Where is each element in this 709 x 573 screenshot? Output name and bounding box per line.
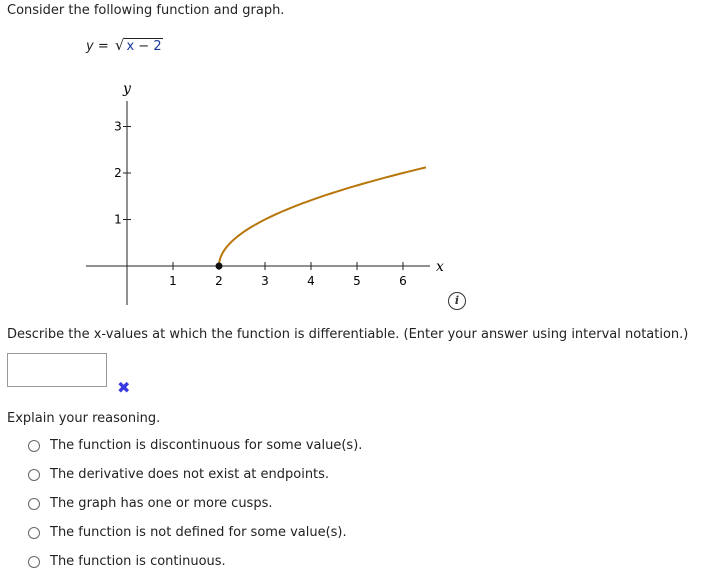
radio-button[interactable] <box>28 469 40 481</box>
x-tick-label: 5 <box>353 274 361 288</box>
choice-label: The graph has one or more cusps. <box>50 496 273 511</box>
function-var: x <box>126 39 135 54</box>
explain-label: Explain your reasoning. <box>7 411 161 426</box>
radio-button[interactable] <box>28 556 40 568</box>
radio-button[interactable] <box>28 527 40 539</box>
choice-label: The derivative does not exist at endpoints. <box>50 467 330 482</box>
y-axis-label: y <box>123 81 131 97</box>
incorrect-icon: ✖ <box>117 378 131 397</box>
choice-1[interactable] <box>28 438 362 453</box>
choice-label: The function is continuous. <box>50 554 226 569</box>
intro-text: Consider the following function and graph. <box>7 3 285 18</box>
choice-label: The function is not defined for some value(s). <box>50 525 347 540</box>
function-minus: − <box>138 39 150 54</box>
x-axis-label: x <box>436 259 444 275</box>
info-icon[interactable]: i <box>448 292 466 310</box>
function-curve <box>219 167 426 266</box>
x-tick-label: 4 <box>307 274 315 288</box>
question-text: Describe the x-values at which the function is differentiable. (Enter your answer using interval notation.) <box>7 327 689 342</box>
function-lhs: y <box>86 39 94 54</box>
function-equals: = <box>97 39 109 54</box>
y-tick-label: 2 <box>114 166 122 180</box>
radio-button[interactable] <box>28 498 40 510</box>
y-tick-label: 3 <box>114 119 122 134</box>
radio-button[interactable] <box>28 440 40 452</box>
x-tick-label: 3 <box>261 274 269 288</box>
choice-4[interactable] <box>28 525 347 540</box>
function-const: 2 <box>153 39 162 54</box>
x-tick-label: 2 <box>215 274 223 288</box>
choice-3[interactable] <box>28 496 273 511</box>
answer-input[interactable] <box>7 353 107 387</box>
choice-label: The function is discontinuous for some value(s). <box>50 438 363 453</box>
x-tick-label: 6 <box>399 274 407 288</box>
endpoint-dot <box>216 263 223 270</box>
square-root: √ x − 2 <box>114 36 162 54</box>
choice-5[interactable] <box>28 554 226 569</box>
choice-2[interactable] <box>28 467 329 482</box>
x-tick-label: 1 <box>169 274 177 288</box>
y-tick-label: 1 <box>114 212 122 227</box>
